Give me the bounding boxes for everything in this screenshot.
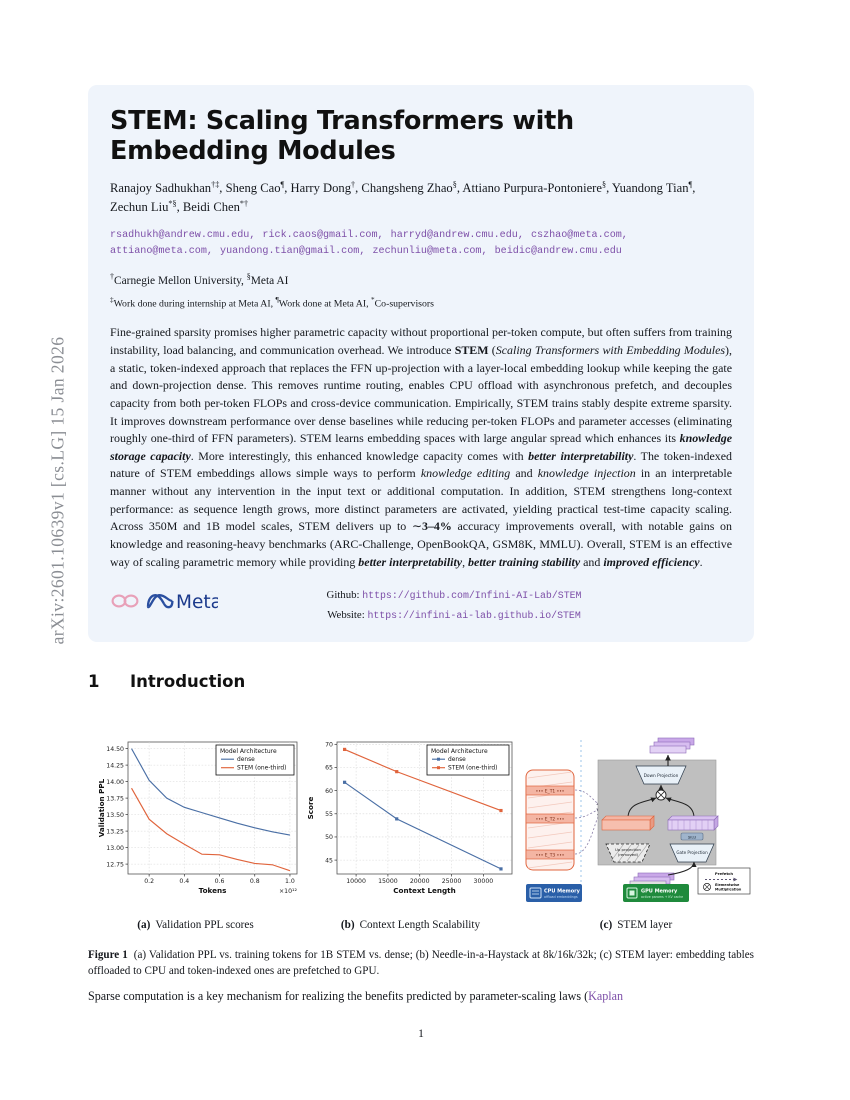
- subcaption-b-tag: (b): [340, 919, 355, 931]
- chart-validation-ppl: [88, 734, 303, 910]
- data-point: [395, 817, 398, 820]
- body-paragraph: [88, 988, 754, 1006]
- legend-entry: dense: [448, 757, 466, 763]
- title-abstract-panel: [88, 85, 754, 642]
- x-axis-exponent: ×10¹²: [278, 888, 297, 895]
- gpu-memory-badge: [623, 884, 689, 902]
- x-axis-label: Context Length: [393, 886, 456, 895]
- subcaption-a-text: Validation PPL scores: [155, 919, 254, 931]
- data-point: [343, 781, 346, 784]
- data-point: [499, 809, 502, 812]
- legend-elementwise-line1: Elementwise: [715, 883, 740, 888]
- chart-context-length: [303, 734, 518, 910]
- legend-entry: STEM (one-third): [448, 765, 498, 772]
- section-heading-introduction: [88, 672, 754, 691]
- subcaption-c-tag: (c): [599, 919, 613, 931]
- page-title: STEM: Scaling Transformers with Embedding Modules: [110, 106, 574, 166]
- chart-a-svg: [88, 734, 303, 906]
- diagram-legend: [698, 868, 750, 894]
- y-tick-label: 45: [325, 857, 333, 865]
- figure-row: [88, 735, 754, 910]
- y-tick-label: 70: [325, 741, 333, 749]
- figure-caption-text: (a) Validation PPL vs. training tokens for 1B STEM vs. dense; (b) Needle-in-a-Haystack at 8k/16k/32k; (c) STEM layer: embedding tables offloaded to CPU and token-indexed ones are prefetched to GPU.: [88, 949, 755, 978]
- body-paragraph-text: Sparse computation is a key mechanism for realizing the benefits predicted by parameter-scaling laws (: [88, 989, 589, 1003]
- page-number: 1: [418, 1028, 424, 1040]
- author-footnotes: ‡Work done during internship at Meta AI, ¶Work done at Meta AI, *Co-supervisors: [110, 296, 434, 310]
- x-tick-label: 0.8: [249, 878, 260, 885]
- legend-title: Model Architecture: [220, 748, 277, 755]
- cpu-badge-title: CPU Memory: [544, 888, 580, 895]
- github-url[interactable]: https://github.com/Infini-AI-Lab/STEM: [362, 590, 582, 602]
- diagram-stem-layer: [518, 732, 754, 910]
- x-tick-label: 20000: [409, 878, 430, 885]
- x-tick-label: 10000: [346, 878, 366, 885]
- x-axis-label: Tokens: [198, 886, 227, 895]
- data-point: [343, 748, 346, 751]
- subcaption-b-text: Context Length Scalability: [359, 919, 481, 931]
- section-title: Introduction: [130, 672, 246, 691]
- y-tick-label: 60: [325, 787, 333, 795]
- y-tick-label: 13.25: [106, 828, 124, 836]
- y-tick-label: 14.50: [106, 745, 124, 753]
- legend-prefetch-label: Prefetch: [714, 871, 734, 876]
- up-projection-label: Up projection: [615, 847, 641, 852]
- figure-1: [88, 735, 754, 979]
- cpu-memory-badge: [526, 884, 582, 902]
- y-tick-label: 13.00: [106, 844, 124, 852]
- paper-page: [88, 0, 754, 1100]
- subcaption-c: [518, 919, 754, 931]
- silu-label: SiLU: [687, 834, 697, 840]
- embedding-table-label-3: ••• E_T3 •••: [535, 853, 565, 859]
- emails-line-2: attiano@meta.com, yuandong.tian@gmail.com, zechunliu@meta.com, beidic@andrew.cmu.edu: [110, 245, 622, 257]
- y-tick-label: 13.50: [106, 811, 124, 819]
- x-tick-label: 15000: [378, 878, 398, 885]
- x-tick-label: 1.0: [285, 878, 295, 885]
- cpu-badge-sub: offload embeddings: [544, 895, 578, 899]
- gate-projection-label: Gate Projection: [676, 850, 708, 855]
- legend-entry: dense: [237, 757, 255, 763]
- x-tick-label: 25000: [441, 878, 462, 885]
- subcaption-a-tag: (a): [137, 919, 151, 931]
- y-tick-label: 12.75: [106, 861, 124, 869]
- website-url[interactable]: https://infini-ai-lab.github.io/STEM: [367, 610, 581, 622]
- y-tick-label: 13.75: [106, 795, 124, 803]
- subcaption-c-text: STEM layer: [617, 919, 673, 931]
- gate-activation-slab: [668, 816, 718, 830]
- website-line: [228, 606, 680, 626]
- section-number: 1: [88, 672, 100, 691]
- x-tick-label: 30000: [473, 878, 494, 885]
- subcaption-row: [88, 919, 754, 931]
- x-tick-label: 0.6: [214, 878, 225, 885]
- subcaption-a: [88, 919, 303, 931]
- y-tick-label: 14.25: [106, 762, 124, 770]
- y-axis-label: Score: [306, 796, 315, 820]
- emails-line-1: rsadhukh@andrew.cmu.edu, rick.caos@gmail.com, harryd@andrew.cmu.edu, cszhao@meta.com,: [110, 230, 628, 242]
- stem-layer-diagram: [518, 732, 754, 910]
- author-list: Ranajoy Sadhukhan†‡, Sheng Cao¶, Harry Dong†, Changsheng Zhao§, Attiano Purpura-Pontoniere§, Yuandong Tian¶, Zechun Liu*§, Beidi Chen*†: [110, 180, 696, 215]
- embedding-lookup-slab: [602, 816, 654, 830]
- y-tick-label: 14.00: [106, 778, 124, 786]
- data-point: [499, 867, 502, 870]
- data-point: [395, 770, 398, 773]
- output-token-stack: [650, 738, 694, 753]
- x-tick-label: 0.2: [144, 878, 155, 885]
- website-label: Website:: [327, 609, 365, 622]
- author-emails: [110, 228, 732, 259]
- figure-caption: [88, 947, 754, 979]
- project-links: [228, 586, 732, 626]
- meta-wordmark: Meta: [176, 592, 218, 614]
- figure-caption-label: Figure 1: [88, 949, 128, 961]
- x-tick-label: 0.4: [179, 878, 190, 885]
- up-projection-sub: (removed): [617, 852, 639, 857]
- github-line: [228, 586, 680, 606]
- gpu-badge-sub: active params + KV cache: [641, 895, 684, 899]
- chart-b-svg: [303, 734, 518, 906]
- y-axis-label: Validation PPL: [97, 778, 106, 838]
- legend-title: Model Architecture: [431, 748, 488, 755]
- y-tick-label: 50: [325, 834, 333, 842]
- links-row: [110, 586, 732, 626]
- legend-elementwise-line2: Multiplication: [715, 887, 742, 892]
- abstract: Fine-grained sparsity promises higher parametric capacity without proportional per-token compute, but often suffers from training instability, load balancing, and communication overhead. We introduce STEM (Scaling Transformers with Embedding Modules), a static, token-indexed approach that replaces the FFN up-projection with a layer-local embedding lookup while keeping the gate and down-projection dense. This removes runtime routing, enables CPU offload with asynchronous prefetch, and decouples capacity from both per-token FLOPs and cross-device communication. Empirically, STEM trains stably despite extreme sparsity. It improves downstream performance over dense baselines while reducing per-token FLOPs and parameter accesses (eliminating roughly one-third of FFN parameters). STEM learns embedding spaces with large angular spread which enhances its knowledge storage capacity. More interestingly, this enhanced knowledge capacity comes with better interpretability. The token-indexed nature of STEM embeddings allows simple ways to perform knowledge editing and knowledge injection in an interpretable manner without any intervention in the input text or additional computation. In addition, STEM strengthens long-context performance: as sequence length grows, more distinct parameters are activated, yielding practical test-time capacity scaling. Across 350M and 1B model scales, STEM delivers up to ∼3–4% accuracy improvements overall, with notable gains on knowledge and reasoning-heavy benchmarks (ARC-Challenge, OpenBookQA, GSM8K, MMLU). Overall, STEM is an effective way of scaling parametric memory while providing better interpretability, better training stability and improved efficiency.: [110, 325, 733, 569]
- embedding-table-label-2: ••• E_T2 •••: [535, 817, 565, 823]
- y-tick-label: 65: [325, 764, 333, 772]
- embedding-table-label-1: ••• E_T1 •••: [535, 789, 565, 795]
- citation-link[interactable]: Kaplan: [588, 989, 624, 1003]
- legend-entry: STEM (one-third): [237, 765, 287, 772]
- affiliations: †Carnegie Mellon University, §Meta AI: [110, 271, 289, 287]
- y-tick-label: 55: [325, 810, 333, 818]
- gpu-badge-title: GPU Memory: [641, 888, 678, 895]
- down-projection-label: Down Projection: [643, 774, 679, 779]
- subcaption-b: [303, 919, 518, 931]
- arxiv-stamp: arXiv:2601.10639v1 [cs.LG] 15 Jan 2026: [47, 336, 68, 645]
- meta-logo: [110, 586, 228, 618]
- github-label: Github:: [326, 589, 360, 602]
